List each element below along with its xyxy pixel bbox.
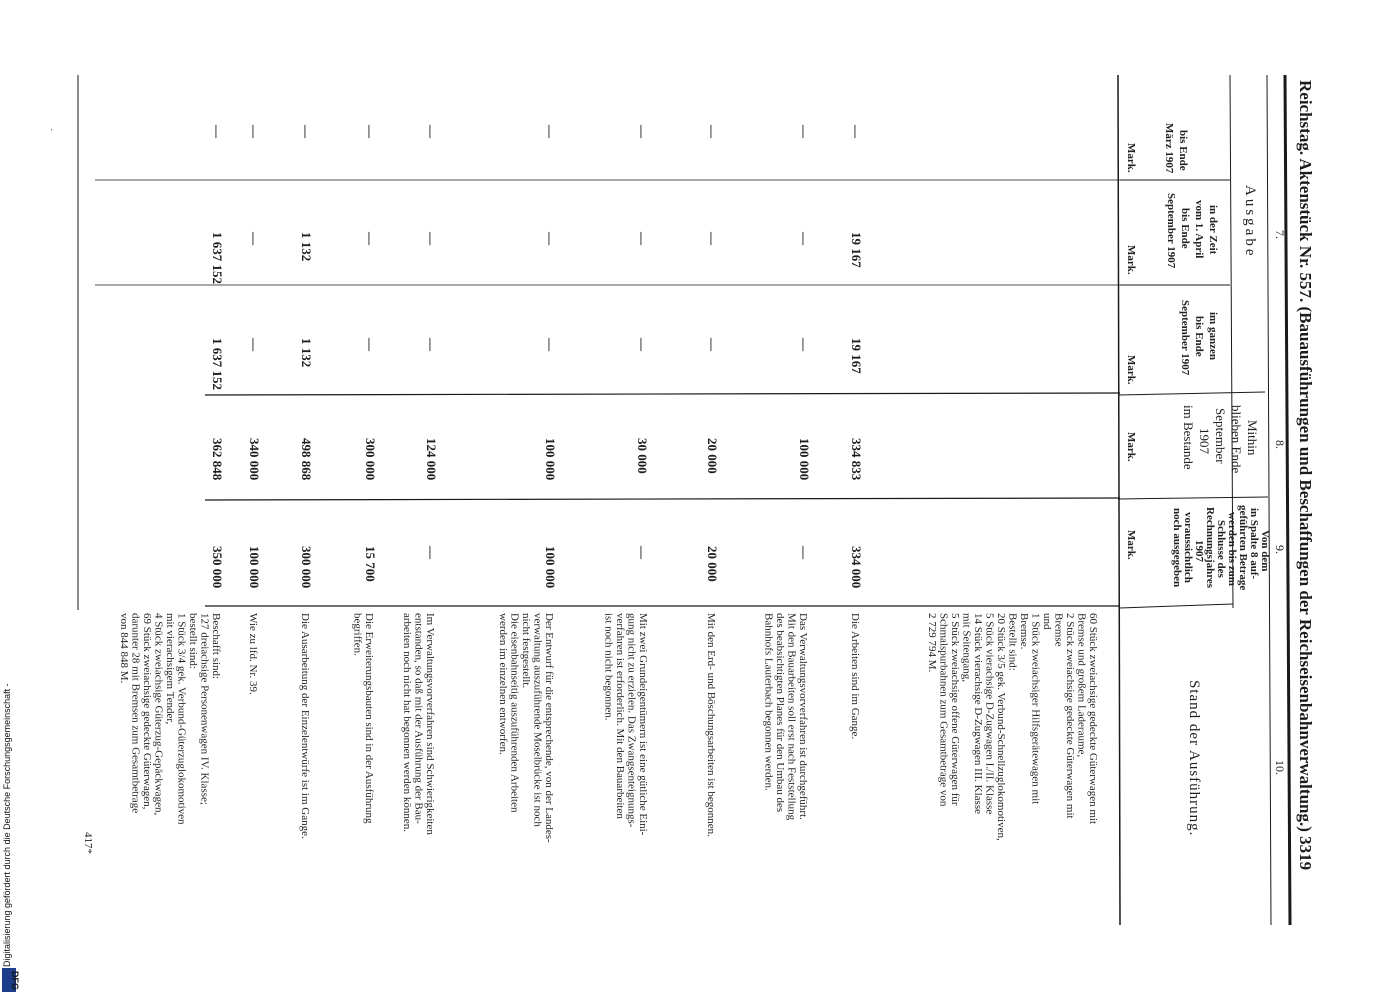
stray-mark: ˙ bbox=[42, 128, 54, 132]
remark-line: verfahren ist erforderlich. Mit den Bauarbeiten bbox=[614, 613, 626, 819]
cell-c: 1 132 bbox=[299, 338, 314, 368]
remark-line: werden im einzelnen entworfen. bbox=[497, 613, 509, 755]
svg-text:September 1907: September 1907 bbox=[1179, 300, 1191, 376]
svg-text:Mithin: Mithin bbox=[1245, 420, 1260, 456]
remark-line: 2 Stück zweiachsige gedeckte Güterwagen mit bbox=[1064, 613, 1076, 819]
remark-line: 1 Stück zweiachsiger Hilfsgerätewagen mit bbox=[1029, 613, 1042, 805]
cell-e: — bbox=[424, 546, 439, 559]
digitization-credit: Digitalisierung gefördert durch die Deutsche Forschungsgemeinschaft - bbox=[2, 683, 12, 967]
remark-line: 5 Stück zweiachsige offene Güterwagen für bbox=[949, 613, 961, 806]
cell-e: 334 000 bbox=[849, 546, 864, 589]
col7-sub2-header bbox=[1125, 193, 1219, 275]
remark-line: und bbox=[1041, 613, 1053, 630]
cell-d: 300 000 bbox=[363, 438, 378, 481]
remark-line: Der Entwurf für die entsprechende, von der Landes- bbox=[543, 613, 555, 843]
cell-a: — bbox=[543, 125, 558, 138]
svg-text:März 1907: März 1907 bbox=[1163, 123, 1175, 174]
remark-line: Mit den Erd- und Böschungsarbeiten ist begonnen. bbox=[705, 613, 717, 837]
remark-line: nicht festgestellt. bbox=[520, 613, 532, 689]
dfg-logo-text: DFG bbox=[10, 971, 20, 990]
cell-c: — bbox=[424, 338, 439, 351]
cell-c: — bbox=[705, 338, 720, 351]
cell-c: — bbox=[247, 338, 262, 351]
cell-d: 498 868 bbox=[299, 438, 314, 481]
col9-number: 9. bbox=[1273, 545, 1287, 554]
remark-line: 127 dreiachsige Personenwagen IV. Klasse; bbox=[198, 613, 211, 805]
remark-line: Die Ausarbeitung der Einzelentwürfe ist im Gange. bbox=[299, 613, 311, 839]
svg-text:Mark.: Mark. bbox=[1125, 432, 1137, 462]
remark-line: 4 Stück zweiachsige Güterzug-Gepäckwagen, bbox=[152, 613, 165, 816]
cell-b: — bbox=[635, 232, 650, 245]
svg-text:in der Zeit: in der Zeit bbox=[1207, 205, 1219, 255]
cell-a: — bbox=[299, 125, 314, 138]
remark-line: Bremse bbox=[1052, 613, 1065, 647]
remark-line: Mit zwei Grundeigentümern ist eine gütliche Eini- bbox=[637, 613, 649, 836]
col10-header: Stand der Ausführung. bbox=[1186, 680, 1202, 837]
cell-b: 1 637 152 bbox=[210, 232, 225, 284]
remark-line: Bremse. bbox=[1018, 613, 1030, 650]
remark-line: 69 Stück zweiachsige gedeckte Güterwagen, bbox=[141, 613, 153, 810]
svg-text:Rechnungsjahres: Rechnungsjahres bbox=[1204, 507, 1216, 589]
remark-line: Im Verwaltungsvorverfahren sind Schwierigkeiten bbox=[424, 613, 436, 835]
cell-a: — bbox=[210, 125, 225, 138]
remark-line: mit vierachsigem Tender, bbox=[164, 613, 176, 725]
cell-c: — bbox=[635, 338, 650, 351]
cell-e: — bbox=[797, 546, 812, 559]
remark-line: gung nicht zu erzielen. Das Zwangsenteignungs- bbox=[625, 613, 638, 828]
remark-line: ist noch nicht begonnen. bbox=[602, 613, 615, 721]
cell-a: — bbox=[247, 125, 262, 138]
cell-c: — bbox=[543, 338, 558, 351]
svg-text:September: September bbox=[1213, 408, 1228, 464]
cell-e: 100 000 bbox=[247, 546, 262, 589]
svg-text:Mark.: Mark. bbox=[1125, 355, 1137, 385]
svg-text:blieben Ende: blieben Ende bbox=[1229, 405, 1244, 474]
page-title: Reichstag. Aktenstück Nr. 557. (Bauausführungen und Beschaffungen der Reichseisenbahnverwaltung.) 3319 bbox=[1296, 80, 1315, 871]
remark-line: verwaltung auszuführende Moselbrücke ist noch bbox=[531, 613, 544, 827]
col7-sub3-header bbox=[1125, 300, 1219, 385]
cell-a: — bbox=[363, 125, 378, 138]
remark-line: entstanden, so daß mit der Ausführung der Bau- bbox=[412, 613, 425, 824]
remark-line: des beabsichtigten Planes für den Umbau des bbox=[774, 613, 786, 813]
remark-line: Wie zu lfd. Nr. 39. bbox=[247, 613, 259, 695]
svg-text:in Spalte 8 auf-: in Spalte 8 auf- bbox=[1248, 508, 1260, 580]
svg-text:Schlusse des: Schlusse des bbox=[1215, 520, 1227, 578]
cell-e: 100 000 bbox=[543, 546, 558, 589]
remark-line: Das Verwaltungsvorverfahren ist durchgeführt. bbox=[797, 613, 809, 820]
cell-c: — bbox=[363, 338, 378, 351]
cell-e: 20 000 bbox=[705, 546, 720, 582]
svg-text:im Bestande: im Bestande bbox=[1181, 405, 1196, 470]
svg-text:1907: 1907 bbox=[1197, 428, 1212, 454]
remark-line: mit Seitengang, bbox=[960, 613, 973, 683]
cell-d: 100 000 bbox=[543, 438, 558, 481]
cell-b: — bbox=[543, 232, 558, 245]
cell-a: — bbox=[705, 125, 720, 138]
remark-line: von 844 848 M. bbox=[118, 613, 130, 684]
col9-header bbox=[1125, 505, 1271, 590]
remark-line: Bestellt sind: bbox=[1006, 613, 1019, 671]
page-number: 417* bbox=[82, 832, 94, 854]
cell-c: 1 637 152 bbox=[210, 338, 225, 390]
remark-line: Die Arbeiten sind im Gange. bbox=[849, 613, 861, 740]
svg-text:geführten Betrage: geführten Betrage bbox=[1237, 505, 1249, 591]
cell-b: — bbox=[705, 232, 720, 245]
remark-line: begriffen. bbox=[351, 613, 364, 656]
cell-b: — bbox=[247, 232, 262, 245]
cell-b: — bbox=[363, 232, 378, 245]
remark-line: 14 Stück vierachsige D-Zugwagen III. Klasse bbox=[972, 613, 984, 814]
remark-line: 20 Stück 3/5 gek. Verbund-Schnellzuglokomotiven, bbox=[995, 613, 1007, 841]
col8-header bbox=[1125, 405, 1260, 473]
cell-b: — bbox=[424, 232, 439, 245]
svg-text:bis Ende: bis Ende bbox=[1193, 316, 1205, 357]
col7-sub1-header bbox=[1125, 123, 1189, 174]
remark-line: arbeiten noch nicht hat begonnen werden können. bbox=[401, 613, 413, 833]
col7-group-label: Ausgabe bbox=[1242, 185, 1258, 259]
cell-a: — bbox=[424, 125, 439, 138]
svg-text:Mark.: Mark. bbox=[1125, 245, 1137, 275]
svg-text:im ganzen: im ganzen bbox=[1207, 312, 1219, 360]
remark-line: Bahnhofs Lauterbach begonnen werden. bbox=[762, 613, 775, 791]
remark-line: Beschafft sind: bbox=[210, 613, 222, 680]
cell-d: 124 000 bbox=[424, 438, 439, 481]
remark-line: Die Erweiterungsbauten sind in der Ausführung bbox=[363, 613, 375, 824]
remark-line: Schmalspurbahnen zum Gesamtbetrage von bbox=[937, 613, 950, 807]
cell-b: 19 167 bbox=[849, 232, 864, 268]
cell-d: 340 000 bbox=[247, 438, 262, 481]
svg-text:bis Ende: bis Ende bbox=[1179, 208, 1191, 249]
cell-b: 1 132 bbox=[299, 232, 314, 262]
svg-text:1907: 1907 bbox=[1193, 540, 1205, 562]
remark-line: 5 Stück vierachsige D-Zugwagen I./II. Klasse bbox=[983, 613, 996, 815]
svg-text:werden bis zum: werden bis zum bbox=[1226, 512, 1238, 586]
remark-line: bestellt sind: bbox=[187, 613, 199, 669]
svg-text:noch ausgegeben: noch ausgegeben bbox=[1171, 508, 1183, 588]
cell-c: — bbox=[797, 338, 812, 351]
remark-line: Mit den Bauarbeiten soll erst nach Feststellung bbox=[785, 613, 798, 821]
cell-e: — bbox=[635, 546, 650, 559]
remark-line: 2 729 794 M. bbox=[926, 613, 938, 673]
remark-line: Die eisenbahnseitig auszuführenden Arbeiten bbox=[508, 613, 521, 813]
cell-d: 100 000 bbox=[797, 438, 812, 481]
col7-number: 7. bbox=[1273, 230, 1287, 239]
remark-line: Bremse und großem Laderaume, bbox=[1075, 613, 1088, 758]
svg-text:vom 1. April: vom 1. April bbox=[1193, 200, 1205, 259]
cell-a: — bbox=[797, 125, 812, 138]
cell-d: 30 000 bbox=[635, 438, 650, 474]
svg-text:September 1907: September 1907 bbox=[1165, 193, 1177, 269]
svg-text:Mark.: Mark. bbox=[1125, 530, 1137, 560]
svg-text:Mark.: Mark. bbox=[1125, 143, 1137, 173]
remark-line: 60 Stück zweiachsige gedeckte Güterwagen mit bbox=[1087, 613, 1099, 825]
cell-e: 15 700 bbox=[363, 546, 378, 582]
cell-a: — bbox=[849, 125, 864, 138]
table-body bbox=[118, 124, 1099, 843]
cell-b: — bbox=[797, 232, 812, 245]
remark-line: darunter 28 mit Bremsen zum Gesamtbetrage bbox=[129, 613, 142, 814]
cell-e: 350 000 bbox=[210, 546, 225, 589]
svg-text:Von dem: Von dem bbox=[1259, 530, 1271, 572]
col10-number: 10. bbox=[1273, 760, 1287, 775]
cell-d: 20 000 bbox=[705, 438, 720, 474]
svg-text:voraussichtlich: voraussichtlich bbox=[1182, 512, 1194, 583]
remark-line: 1 Stück 3/4 gek. Verbund-Güterzuglokomotiven bbox=[175, 613, 188, 825]
cell-a: — bbox=[635, 125, 650, 138]
cell-d: 334 833 bbox=[849, 438, 864, 481]
col8-number: 8. bbox=[1273, 440, 1287, 449]
cell-c: 19 167 bbox=[849, 338, 864, 374]
svg-text:bis Ende: bis Ende bbox=[1177, 130, 1189, 171]
cell-e: 300 000 bbox=[299, 546, 314, 589]
cell-d: 362 848 bbox=[210, 438, 225, 481]
